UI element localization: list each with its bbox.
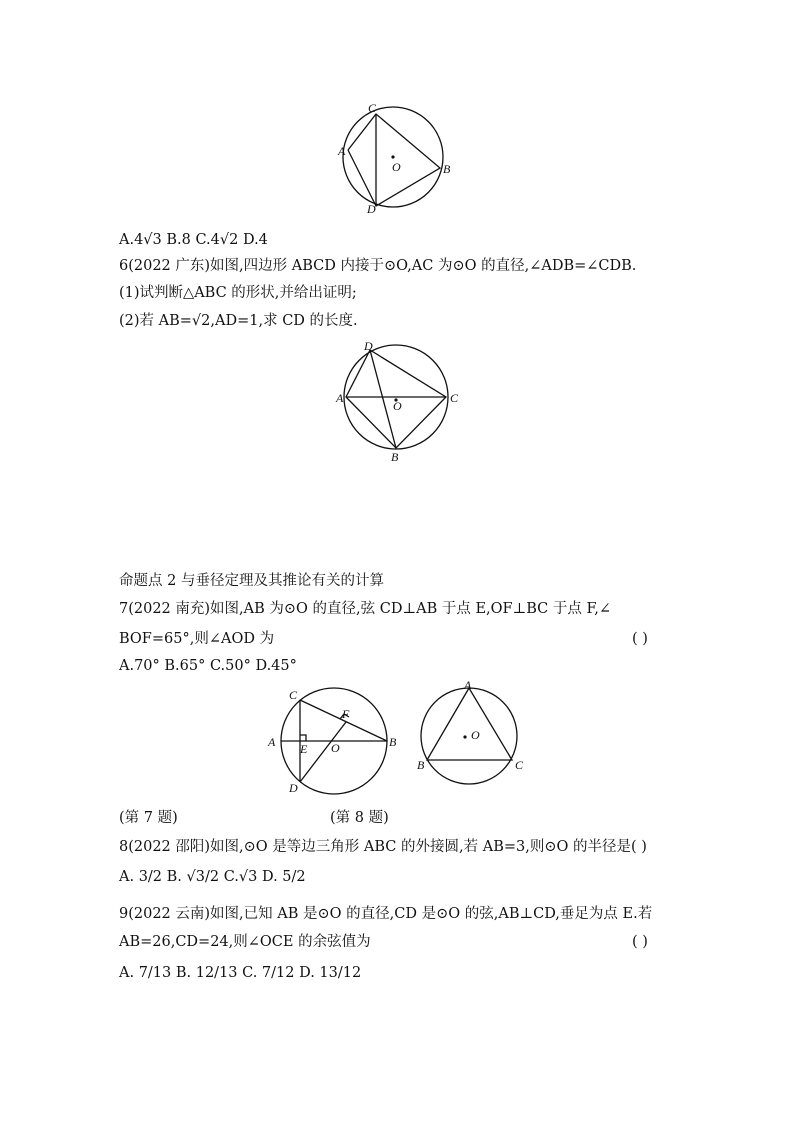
label-b: B [443,162,451,176]
label-c: C [450,391,459,405]
label-b: B [389,735,397,749]
label-d: D [364,339,373,353]
q6-part1: (1)试判断△ABC 的形状,并给出证明; [119,285,357,301]
q9-options: A. 7/13 B. 12/13 C. 7/12 D. 13/12 [119,965,362,981]
label-c: C [368,101,377,115]
q7-stem-line1: 7(2022 南充)如图,AB 为⊙O 的直径,弦 CD⊥AB 于点 E,OF⊥BC 于点 F,∠ [119,601,612,617]
label-b: B [391,450,399,464]
q7-answer-paren: ( ) [632,631,648,647]
label-o: O [331,741,340,755]
label-a: A [336,391,344,405]
q8-options: A. 3/2 B. √3/2 C.√3 D. 5/2 [119,869,306,885]
q6-part2: (2)若 AB=√2,AD=1,求 CD 的长度. [119,313,358,329]
label-c: C [289,688,298,702]
label-a: A [338,144,346,158]
label-d: D [289,781,298,795]
q9-stem-line1: 9(2022 云南)如图,已知 AB 是⊙O 的直径,CD 是⊙O 的弦,AB⊥CD,垂足为点 E.若 [119,906,653,922]
label-e: E [300,742,308,756]
q7-stem-line2: BOF=65°,则∠AOD 为 [119,631,275,647]
caption-q8: (第 8 题) [330,810,389,826]
q9-answer-paren: ( ) [632,934,648,950]
label-c: C [515,758,524,772]
figure-q7-circle [262,684,410,802]
label-b: B [417,758,425,772]
q5-options: A.4√3 B.8 C.4√2 D.4 [119,232,268,248]
caption-q7: (第 7 题) [119,810,178,826]
label-o: O [393,399,402,413]
label-o: O [471,728,480,742]
label-a: A [268,735,276,749]
q7-options: A.70° B.65° C.50° D.45° [119,658,297,674]
label-o: O [392,160,401,174]
label-d: D [367,202,376,216]
label-a: A [464,678,472,692]
q9-stem-line2: AB=26,CD=24,则∠OCE 的余弦值为 [119,934,371,950]
figure-q5-circle [330,100,460,220]
label-f: F [342,707,350,721]
q6-stem: 6(2022 广东)如图,四边形 ABCD 内接于⊙O,AC 为⊙O 的直径,∠ADB=∠CDB. [119,258,637,274]
q8-stem: 8(2022 邵阳)如图,⊙O 是等边三角形 ABC 的外接圆,若 AB=3,则⊙O 的半径是( ) [119,839,647,855]
section-title: 命题点 2 与垂径定理及其推论有关的计算 [119,573,384,589]
figure-q6-circle [330,338,470,466]
figure-q8-circle [412,680,532,786]
